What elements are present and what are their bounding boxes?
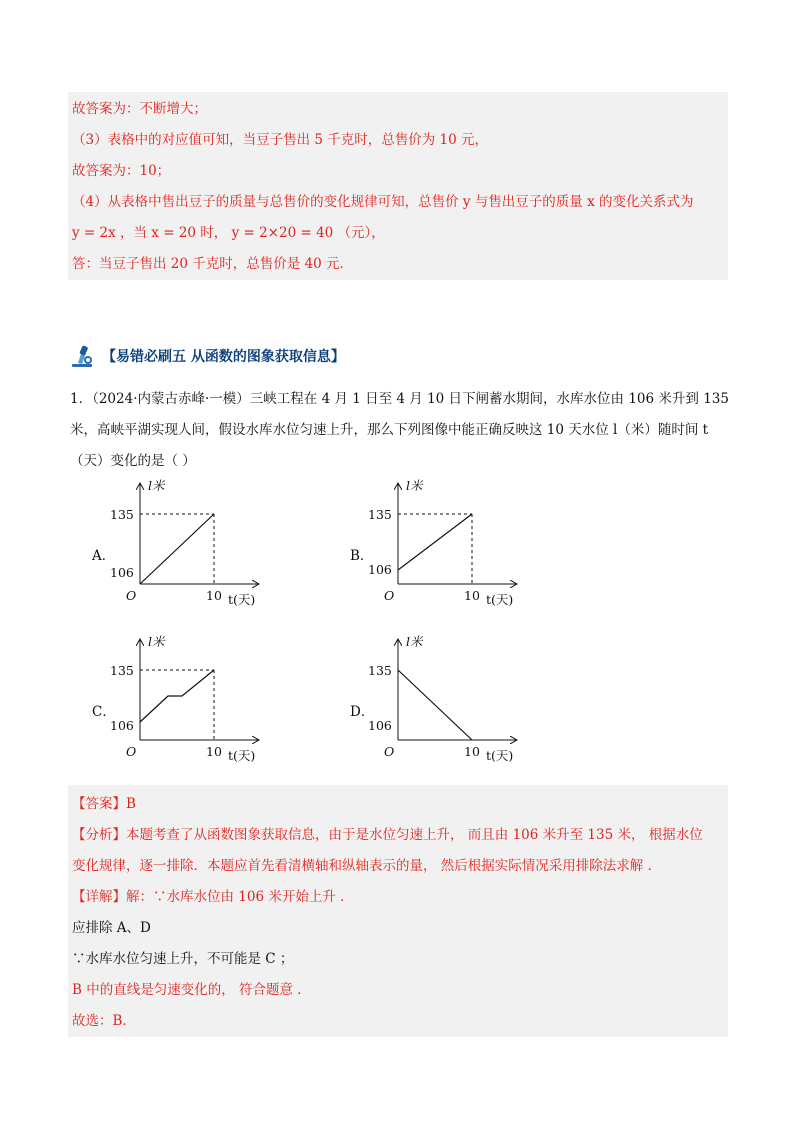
question-text — [70, 384, 730, 477]
x-axis-label: t(天) — [228, 592, 256, 607]
y-tick-high: 135 — [110, 663, 134, 678]
y-tick-low: 106 — [368, 718, 392, 733]
answer-line: 故答案为：10； — [72, 163, 171, 179]
analysis-line: 【分析】本题考查了从函数图象获取信息，由于是水位匀速上升， 而且由 106 米升至 135 米， 根据水位 — [72, 827, 703, 843]
x-axis-label: t(天) — [486, 748, 514, 763]
section-heading — [70, 340, 345, 372]
y-axis-label: l米 — [148, 634, 165, 649]
option-label-a[interactable]: A． — [92, 548, 116, 564]
y-tick-high: 135 — [110, 507, 134, 522]
answer-line: 【答案】B — [72, 796, 136, 812]
answer-line: y = 2x ，当 x = 20 时， y = 2×20 = 40 （元）， — [72, 225, 385, 241]
origin-label: O — [384, 744, 395, 759]
x-axis-label: t(天) — [486, 592, 514, 607]
origin-label: O — [126, 588, 137, 603]
answer-line: （4）从表格中售出豆子的质量与总售价的变化规律可知，总售价 y 与售出豆子的质量 x 的变化关系式为 — [72, 194, 694, 210]
microscope-icon — [70, 343, 96, 369]
x-tick: 10 — [206, 588, 222, 603]
x-tick: 10 — [464, 744, 480, 759]
answer-line: 故答案为：不断增大； — [72, 101, 207, 117]
option-label-c[interactable]: C． — [92, 704, 116, 720]
detail-line: 【详解】解：∵水库水位由 106 米开始上升 ． — [72, 889, 354, 905]
y-axis-label: l米 — [148, 478, 165, 493]
detail-line: ∵水库水位匀速上升，不可能是 C ； — [72, 951, 294, 967]
x-tick: 10 — [206, 744, 222, 759]
answer-line: （3）表格中的对应值可知，当豆子售出 5 千克时，总售价为 10 元， — [72, 132, 489, 148]
graph-line — [398, 514, 472, 570]
detail-line: B 中的直线是匀速变化的， 符合题意 ． — [72, 982, 311, 998]
graph-b — [368, 476, 528, 616]
x-axis-label: t(天) — [228, 748, 256, 763]
answer-line: 答：当豆子售出 20 千克时，总售价是 40 元． — [72, 256, 354, 272]
y-tick-high: 135 — [368, 507, 392, 522]
graph-line — [140, 514, 214, 584]
answer-box-bottom — [68, 785, 728, 1037]
analysis-line: 变化规律，逐一排除．本题应首先看清横轴和纵轴表示的量， 然后根据实际情况采用排除法求解 ． — [72, 858, 662, 874]
answer-box-top — [68, 92, 728, 280]
question-line: 1．（2024·内蒙古赤峰·一模）三峡工程在 4 月 1 日至 4 月 10 日下闸蓄水期间，水库水位由 106 米升到 135 — [70, 391, 729, 407]
detail-line: 应排除 A、D — [72, 920, 151, 936]
y-tick-low: 106 — [368, 562, 392, 577]
question-line: （天）变化的是（ ） — [70, 453, 196, 469]
origin-label: O — [384, 588, 395, 603]
y-axis-label: l米 — [406, 634, 423, 649]
graph-a — [110, 476, 270, 616]
section-title: 【易错必刷五 从函数的图象获取信息】 — [102, 349, 345, 365]
y-axis-label: l米 — [406, 478, 423, 493]
option-label-d[interactable]: D． — [350, 704, 375, 720]
origin-label: O — [126, 744, 137, 759]
question-line: 米，高峡平湖实现人间，假设水库水位匀速上升，那么下列图像中能正确反映这 10 天水位 l（米）随时间 t — [70, 422, 709, 438]
y-tick-low: 106 — [110, 718, 134, 733]
y-tick-low: 106 — [110, 565, 134, 580]
graph-c — [110, 632, 270, 772]
x-tick: 10 — [464, 588, 480, 603]
graph-d — [368, 632, 528, 772]
detail-line: 故选：B． — [72, 1013, 136, 1029]
option-label-b[interactable]: B． — [350, 548, 374, 564]
graph-line — [398, 670, 472, 740]
graph-line — [140, 670, 214, 722]
y-tick-high: 135 — [368, 663, 392, 678]
